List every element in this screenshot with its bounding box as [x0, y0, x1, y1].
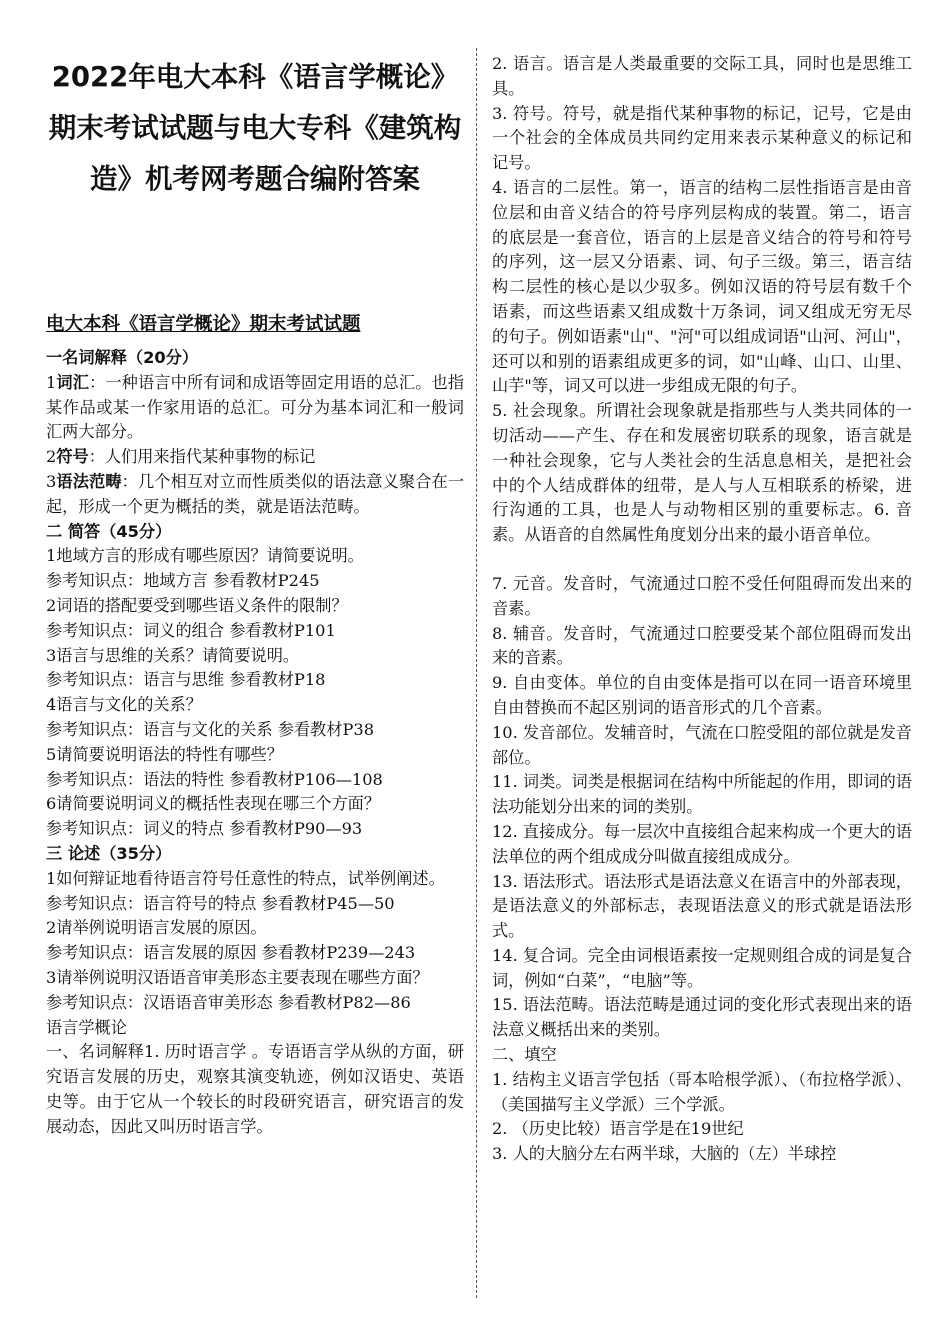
question-6: 6请简要说明词义的概括性表现在哪三个方面？: [46, 794, 381, 814]
essay-question-2: 2请举例说明语言发展的原因。: [46, 918, 267, 938]
term-11: 11. 词类。词类是根据词在结构中所能起的作用，即词的语法功能划分出来的词的类别。: [492, 772, 912, 817]
section-title: 电大本科《语言学概论》期末考试试题: [46, 314, 361, 335]
term-14: 14. 复合词。完全由词根语素按一定规则组合成的词是复合词，例如“白菜”，“电脑”等。: [492, 945, 912, 990]
term-4: 4. 语言的二层性。第一，语言的结构二层性指语言是由音位层和由音义结合的符号序列层构成的装置。第二，语言的底层是一套音位，语言的上层是音义结合的符号和符号的序列，这一层又分语素、词、句子三级。第三，语言结构二层性的核心是以少驭多。例如汉语的符号层有数千个语素，而这些语素又组成数十万条词，词又组成无穷无尽的句子。例如语素"山"、"河"可以组成词语"山河、河山"，还可以和别的语素组成更多的词，如"山峰、山口、山里、山芋"等，词又可以进一步组成无限的句子。: [492, 177, 912, 396]
fill-3: 3. 人的大脑分左右两半球，大脑的（左）半球控: [492, 1144, 837, 1164]
reference-6: 参考知识点：词义的特点 参看教材P90—93: [46, 819, 363, 839]
column-divider: [476, 48, 477, 1298]
fill-1: 1. 结构主义语言学包括（哥本哈根学派）、（布拉格学派）、（美国描写主义学派）三个学派。: [492, 1069, 912, 1114]
fill-2: 2. （历史比较）语言学是在19世纪: [492, 1119, 744, 1139]
term-10: 10. 发音部位。发辅音时，气流在口腔受阻的部位就是发音部位。: [492, 722, 912, 767]
reference-4: 参考知识点：语言与文化的关系 参看教材P38: [46, 719, 375, 739]
term-2: 2. 语言。语言是人类最重要的交际工具，同时也是思维工具。: [492, 54, 912, 98]
left-body: [46, 312, 464, 1140]
question-2: 2词语的搭配要受到哪些语义条件的限制？: [46, 595, 348, 615]
course-label: 语言学概论: [46, 1017, 127, 1037]
term-12: 12. 直接成分。每一层次中直接组合起来构成一个更大的语法单位的两个组成成分叫做直接组成成分。: [492, 821, 912, 866]
document-title: 2022年电大本科《语言学概论》期末考试试题与电大专科《建筑构造》机考网考题合编附答案: [48, 61, 462, 195]
term-5: 5. 社会现象。所谓社会现象就是指那些与人类共同体的一切活动——产生、存在和发展密切联系的现象，语言就是一种社会现象，它与人类社会的生活息息相关，是把社会中的个人结成群体的纽带，是人与人互相联系的桥梁，进行沟通的工具，也是人与动物相区别的重要标志。6. 音素。从语音的自然属性角度划分出来的最小语音单位。: [492, 401, 912, 545]
definition-3: 3语法范畴：几个相互对立而性质类似的语法意义聚合在一起，形成一个更为概括的类，就是语法范畴。: [46, 471, 465, 516]
question-4: 4语言与文化的关系？: [46, 695, 202, 715]
term-13: 13. 语法形式。语法形式是语法意义在语言中的外部表现，是语法意义的外部标志，表现语法意义的形式就是语法形式。: [492, 871, 912, 941]
part1-heading: 一名词解释（20分）: [46, 348, 199, 367]
essay-question-1: 1如何辩证地看待语言符号任意性的特点，试举例阐述。: [46, 868, 445, 888]
reference-2: 参考知识点：词义的组合 参看教材P101: [46, 620, 336, 640]
definition-1: 1词汇：一种语言中所有词和成语等固定用语的总汇。也指某作品或某一作家用语的总汇。可分为基本词汇和一般词汇两大部分。: [46, 372, 465, 442]
reference-3: 参考知识点：语言与思维 参看教材P18: [46, 670, 326, 690]
essay-reference-2: 参考知识点：语言发展的原因 参看教材P239—243: [46, 943, 416, 963]
term-9: 9. 自由变体。单位的自由变体是指可以在同一语音环境里自由替换而不起区别词的语音形式的几个音素。: [492, 673, 912, 717]
question-3: 3语言与思维的关系？请简要说明。: [46, 645, 300, 665]
question-1: 1地域方言的形成有哪些原因？请简要说明。: [46, 546, 364, 566]
right-column: [492, 52, 912, 1167]
essay-reference-3: 参考知识点：汉语语音审美形态 参看教材P82—86: [46, 992, 411, 1012]
blank-line: [492, 548, 912, 572]
fill-heading: 二、填空: [492, 1045, 557, 1065]
part2-heading: 二 简答（45分）: [46, 521, 172, 541]
essay-reference-1: 参考知识点：语言符号的特点 参看教材P45—50: [46, 893, 395, 913]
terms-intro: 一、名词解释1. 历时语言学 。专语语言学从纵的方面，研究语言发展的历史，观察其演变轨迹，例如汉语史、英语史等。由于它从一个较长的时段研究语言，研究语言的发展动态，因此又叫历时语言学。: [46, 1042, 464, 1136]
term-3: 3. 符号。符号，就是指代某种事物的标记，记号，它是由一个社会的全体成员共同约定用来表示某种意义的标记和记号。: [492, 103, 912, 173]
question-5: 5请简要说明语法的特性有哪些？: [46, 744, 283, 764]
part3-heading: 三 论述（35分）: [46, 843, 172, 863]
reference-5: 参考知识点：语法的特性 参看教材P106—108: [46, 769, 383, 789]
term-15: 15. 语法范畴。语法范畴是通过词的变化形式表现出来的语法意义概括出来的类别。: [492, 995, 912, 1040]
term-7: 7. 元音。发音时，气流通过口腔不受任何阻碍而发出来的音素。: [492, 573, 912, 618]
definition-2: 2符号：人们用来指代某种事物的标记: [46, 447, 316, 467]
reference-1: 参考知识点：地域方言 参看教材P245: [46, 571, 320, 591]
term-8: 8. 辅音。发音时，气流通过口腔要受某个部位阻碍而发出来的音素。: [492, 623, 912, 668]
essay-question-3: 3请举例说明汉语语音审美形态主要表现在哪些方面？: [46, 967, 429, 987]
